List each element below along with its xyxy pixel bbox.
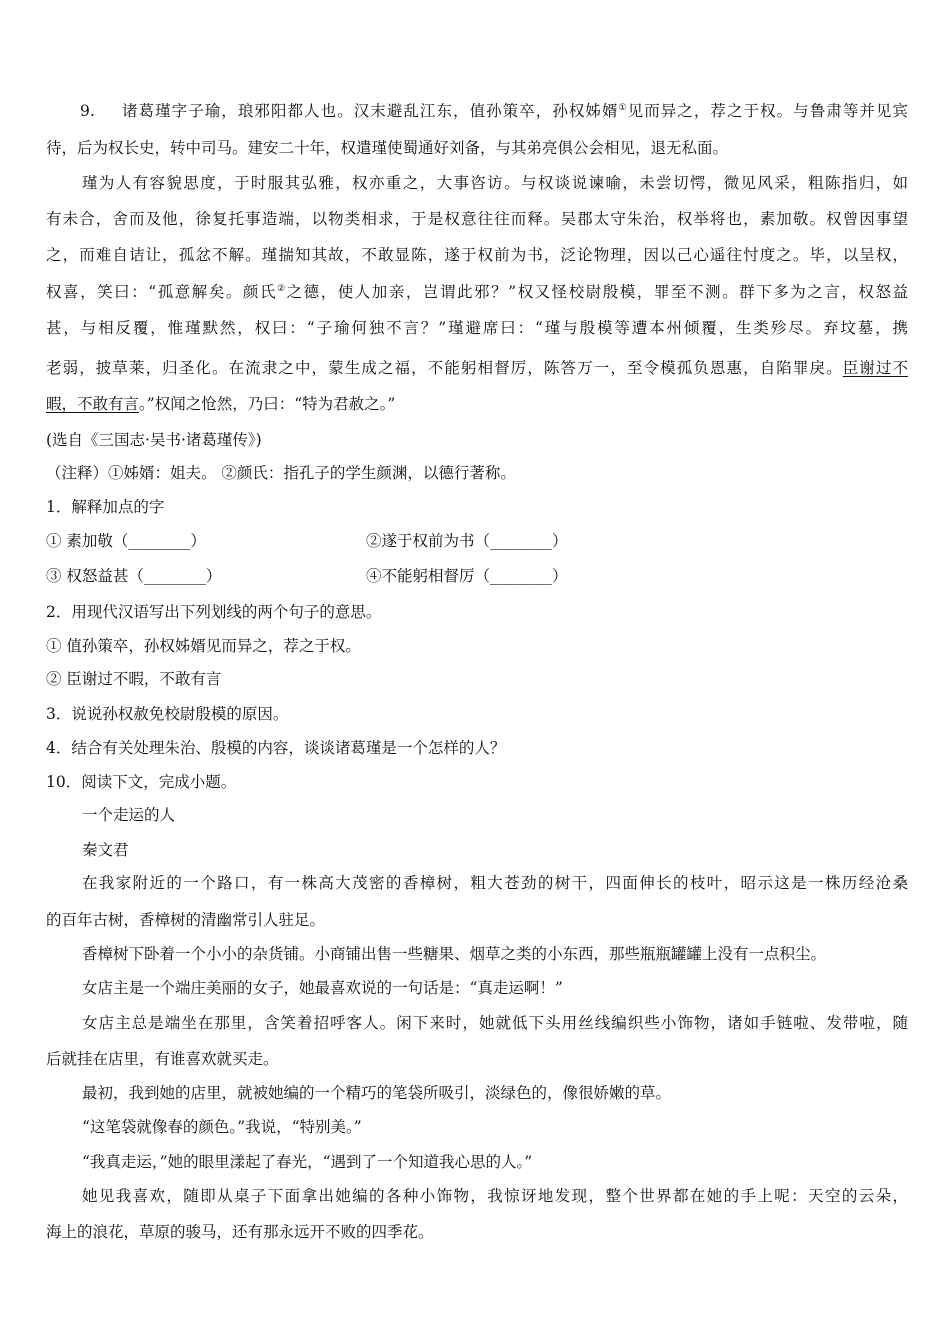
article-paragraph-3: 女店主是一个端庄美丽的女子，她最喜欢说的一句话是：“真走运啊！”: [82, 979, 563, 997]
q9-paragraph-1-line-2: 待，后为权长史，转中司马。建安二十年，权遣瑾使蜀通好刘备，与其弟亮俱公会相见，退无私面。: [46, 139, 729, 157]
subquestion-2-item-a: ① 值孙策卒，孙权姊婿见而异之，荐之于权。: [46, 637, 361, 655]
underlined-sentence-part-1: 臣谢过不: [842, 359, 908, 377]
subquestion-3: 3．说说孙权赦免校尉殷模的原因。: [46, 705, 289, 723]
article-paragraph-7: “我真走运，”她的眼里漾起了春光，“遇到了一个知道我心思的人。”: [82, 1153, 533, 1171]
article-author: 秦文君: [82, 841, 129, 859]
subquestion-1-item-b: ②遂于权前为书（________）: [366, 532, 568, 550]
q9-paragraph-2-line-4: 权喜，笑曰：“孤意解矣。颜氏②之德，使人加亲，岂谓此邪？”权又怪校尉殷模，罪至不测。群下多为之言，权怒益: [46, 283, 908, 301]
question-9-number: 9.: [80, 102, 95, 120]
q9-paragraph-2-line-1: 瑾为人有容貌思度，于时服其弘雅，权亦重之，大事咨访。与权谈说谏喻，未尝切愕，微见风采，粗陈指归，如: [82, 174, 908, 192]
article-paragraph-5: 最初，我到她的店里，就被她编的一个精巧的笔袋所吸引，淡绿色的，像很娇嫩的草。: [82, 1084, 672, 1102]
q9-paragraph-2-line-5: 甚，与相反覆，惟瑾默然，权曰：“子瑜何独不言？”瑾避席曰：“瑾与殷模等遭本州倾覆，生类殄尽。弃坟墓，携: [46, 319, 908, 337]
subquestion-1-row-1: [46, 531, 908, 551]
underlined-sentence-part-2: 暇，不敢有言: [46, 395, 140, 413]
article-title: 一个走运的人: [82, 806, 176, 824]
subquestion-1-item-a: ① 素加敬（________）: [46, 532, 206, 550]
q9-paragraph-2-line-6: 老弱，披草莱，归圣化。在流隶之中，蒙生成之福，不能躬相督厉，陈答万一，至令模孤负恩惠，自陷罪戾。臣谢过不: [46, 359, 908, 377]
subquestion-2-item-b: ② 臣谢过不暇，不敢有言: [46, 670, 222, 688]
article-paragraph-4-line-2: 后就挂在店里，有谁喜欢就买走。: [46, 1050, 279, 1068]
article-paragraph-8-line-1: 她见我喜欢，随即从桌子下面拿出她编的各种小饰物，我惊讶地发现，整个世界都在她的手上呢：天空的云朵，: [82, 1187, 908, 1205]
annotation-note: （注释）①姊婿：姐夫。 ②颜氏：指孔子的学生颜渊，以德行著称。: [46, 464, 516, 482]
article-paragraph-2: 香樟树下卧着一个小小的杂货铺。小商铺出售一些糖果、烟草之类的小东西，那些瓶瓶罐罐上没有一点积尘。: [82, 945, 827, 963]
article-paragraph-1-line-2: 的百年古树，香樟树的清幽常引人驻足。: [46, 911, 326, 929]
source-citation: (选自《三国志·吴书·诸葛瑾传》): [46, 431, 262, 449]
article-paragraph-4-line-1: 女店主总是端坐在那里，含笑着招呼客人。闲下来时，她就低下头用丝线编织些小饰物，诸如手链啦、发带啦，随: [82, 1014, 908, 1032]
footnote-marker-2: ②: [277, 284, 287, 294]
footnote-marker-1: ①: [618, 103, 628, 113]
article-paragraph-8-line-2: 海上的浪花，草原的骏马，还有那永远开不败的四季花。: [46, 1223, 434, 1241]
subquestion-2-title: 2．用现代汉语写出下列划线的两个句子的意思。: [46, 603, 382, 621]
question-10-intro: 10．阅读下文，完成小题。: [46, 773, 237, 791]
subquestion-4: 4．结合有关处理朱治、殷模的内容，谈谈诸葛瑾是一个怎样的人？: [46, 739, 506, 757]
q9-paragraph-2-line-3: 之，而难自诘让，孤忿不解。瑾揣知其故，不敢显陈，遂于权前为书，泛论物理，因以己心遥往忖度之。毕，以呈权，: [46, 246, 908, 264]
subquestion-1-item-d: ④不能躬相督厉（________）: [366, 567, 568, 585]
q9-paragraph-2-line-7: 暇，不敢有言。”权闻之怆然，乃曰：“特为君赦之。”: [46, 395, 396, 413]
article-paragraph-1-line-1: 在我家附近的一个路口，有一株高大茂密的香樟树，粗大苍劲的树干，四面伸长的枝叶，昭示这是一株历经沧桑: [82, 874, 908, 892]
subquestion-1-title: 1．解释加点的字: [46, 498, 165, 516]
subquestion-1-row-2: [46, 566, 908, 586]
subquestion-1-item-c: ③ 权怒益甚（________）: [46, 567, 222, 585]
article-paragraph-6: “这笔袋就像春的颜色。”我说，“特别美。”: [82, 1118, 362, 1136]
q9-paragraph-2-line-2: 有未合，舍而及他，徐复托事造端，以物类相求，于是权意往往而释。吴郡太守朱治，权举将也，素加敬。权曾因事望: [46, 210, 908, 228]
q9-paragraph-1-line-1: 诸葛瑾字子瑜，琅邪阳都人也。汉末避乱江东，值孙策卒，孙权姊婿①见而异之，荐之于权。与鲁肃等并见宾: [122, 102, 908, 120]
